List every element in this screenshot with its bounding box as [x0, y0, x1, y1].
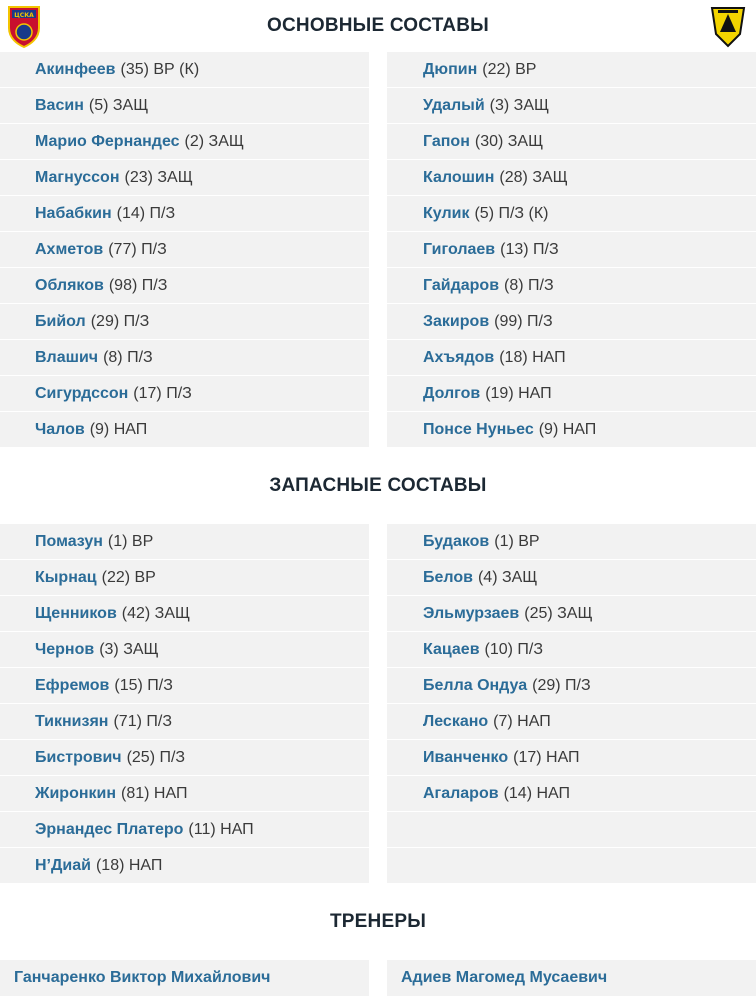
player-meta: (8) П/З [103, 348, 153, 366]
player-name[interactable]: Щенников [35, 604, 117, 622]
player-name[interactable]: Магнуссон [35, 168, 120, 186]
player-name[interactable]: Агаларов [423, 784, 499, 802]
player-row[interactable] [387, 524, 756, 560]
player-row[interactable] [0, 160, 369, 196]
player-meta: (42) ЗАЩ [121, 604, 191, 622]
player-name[interactable]: Удалый [423, 96, 485, 114]
player-meta: (13) П/З [500, 240, 559, 258]
player-meta: (19) НАП [485, 384, 552, 402]
player-meta: (11) НАП [188, 820, 254, 838]
player-meta: (2) ЗАЩ [184, 132, 244, 150]
player-name[interactable]: Жиронкин [35, 784, 117, 802]
away-subs-list [387, 524, 756, 884]
coaches-header [0, 884, 756, 960]
player-meta: (14) НАП [503, 784, 571, 802]
player-meta: (28) ЗАЩ [499, 168, 568, 186]
player-meta: (18) НАП [95, 856, 163, 874]
player-name[interactable]: Иванченко [423, 748, 509, 766]
player-name[interactable]: Белла Ондуа [423, 676, 528, 694]
player-meta: (14) П/З [116, 204, 176, 222]
player-name[interactable]: Кулик [423, 204, 470, 222]
player-name[interactable]: Влашич [35, 348, 99, 366]
player-meta: (17) НАП [513, 748, 580, 766]
player-meta: (3) ЗАЩ [489, 96, 550, 114]
player-name[interactable]: Обляков [35, 276, 104, 294]
player-row[interactable] [0, 304, 369, 340]
player-name[interactable]: Гиголаев [423, 240, 496, 258]
player-meta: (5) П/З (К) [474, 204, 549, 222]
player-row[interactable] [387, 88, 756, 124]
player-row[interactable] [387, 376, 756, 412]
player-name[interactable]: Белов [423, 568, 473, 586]
player-row[interactable] [387, 196, 756, 232]
player-meta: (9) НАП [89, 420, 148, 438]
player-name[interactable]: Акинфеев [35, 60, 116, 78]
player-row[interactable] [387, 412, 756, 448]
player-name[interactable]: Долгов [423, 384, 481, 402]
player-name[interactable]: Чернов [35, 640, 95, 658]
coach-name[interactable]: Ганчаренко Виктор Михайлович [14, 969, 271, 986]
player-row[interactable] [0, 560, 369, 596]
player-meta: (29) П/З [532, 676, 591, 694]
player-row[interactable] [0, 812, 369, 848]
player-row[interactable] [0, 668, 369, 704]
cska-logo-icon [6, 4, 42, 48]
player-name[interactable]: Дюпин [423, 60, 478, 78]
player-name[interactable]: Кырнац [35, 568, 97, 586]
section-title-coaches: ТРЕНЕРЫ [329, 911, 427, 932]
player-meta: (5) ЗАЩ [88, 96, 149, 114]
away-coach[interactable] [387, 960, 756, 996]
player-name[interactable]: Понсе Нуньес [423, 420, 534, 438]
cska-logo-text: ЦСКА [14, 12, 34, 19]
player-name[interactable]: Бистрович [35, 748, 122, 766]
player-row[interactable] [387, 560, 756, 596]
player-name[interactable]: Калошин [423, 168, 495, 186]
player-row[interactable] [0, 124, 369, 160]
player-meta: (8) П/З [504, 276, 554, 294]
player-name[interactable]: Закиров [423, 312, 490, 330]
player-row[interactable] [0, 88, 369, 124]
player-meta: (35) ВР (К) [120, 60, 200, 78]
player-meta: (17) П/З [133, 384, 192, 402]
player-row[interactable] [387, 52, 756, 88]
player-name[interactable]: Ефремов [35, 676, 110, 694]
player-row[interactable] [0, 196, 369, 232]
player-meta: (71) П/З [113, 712, 172, 730]
player-row[interactable] [0, 848, 369, 884]
player-name[interactable]: Васин [35, 96, 84, 114]
player-meta: (1) ВР [494, 532, 540, 550]
player-name[interactable]: Эльмурзаев [423, 604, 520, 622]
player-name[interactable]: Тикнизян [35, 712, 109, 730]
player-row[interactable] [387, 704, 756, 740]
player-name[interactable]: Бийол [35, 312, 86, 330]
home-coach[interactable] [0, 960, 369, 996]
player-row[interactable] [0, 740, 369, 776]
player-name[interactable]: Сигурдссон [35, 384, 129, 402]
player-name[interactable]: Н’Диай [35, 856, 91, 874]
section-title-starting: ОСНОВНЫЕ СОСТАВЫ [267, 15, 489, 36]
player-row[interactable] [0, 52, 369, 88]
player-meta: (22) ВР [482, 60, 537, 78]
player-meta: (98) П/З [108, 276, 168, 294]
substitutes-header [0, 448, 756, 524]
player-row[interactable] [387, 632, 756, 668]
coach-name[interactable]: Адиев Магомед Мусаевич [401, 969, 608, 986]
coaches-row [0, 960, 756, 996]
player-meta: (4) ЗАЩ [477, 568, 538, 586]
player-meta: (9) НАП [538, 420, 597, 438]
player-name[interactable]: Ахметов [35, 240, 104, 258]
player-row[interactable] [0, 524, 369, 560]
player-row[interactable] [0, 632, 369, 668]
player-name[interactable]: Лескано [423, 712, 489, 730]
player-row[interactable] [0, 340, 369, 376]
empty-row [387, 848, 756, 884]
anzhi-logo-icon [710, 4, 746, 48]
player-row[interactable] [387, 668, 756, 704]
section-title-subs: ЗАПАСНЫЕ СОСТАВЫ [269, 475, 487, 496]
starting-lineups-header [0, 0, 756, 52]
player-name[interactable]: Марио Фернандес [35, 132, 180, 150]
player-meta: (10) П/З [484, 640, 544, 658]
player-row[interactable] [0, 412, 369, 448]
player-name[interactable]: Ахъядов [423, 348, 495, 366]
player-meta: (1) ВР [107, 532, 154, 550]
player-row[interactable] [387, 124, 756, 160]
substitute-lineups [0, 524, 756, 884]
away-starting-list [387, 52, 756, 448]
player-meta: (30) ЗАЩ [474, 132, 544, 150]
player-row[interactable] [387, 776, 756, 812]
player-name[interactable]: Эрнандес Платеро [35, 820, 184, 838]
player-row[interactable] [0, 268, 369, 304]
player-meta: (7) НАП [493, 712, 551, 730]
player-row[interactable] [387, 160, 756, 196]
player-row[interactable] [387, 740, 756, 776]
player-meta: (25) ЗАЩ [524, 604, 593, 622]
player-name[interactable]: Будаков [423, 532, 490, 550]
player-meta: (99) П/З [494, 312, 553, 330]
player-row[interactable] [387, 268, 756, 304]
player-name[interactable]: Гапон [423, 132, 470, 150]
player-name[interactable]: Набабкин [35, 204, 112, 222]
player-row[interactable] [387, 596, 756, 632]
empty-row [387, 812, 756, 848]
player-meta: (3) ЗАЩ [99, 640, 159, 658]
player-name[interactable]: Помазун [35, 532, 103, 550]
starting-lineups [0, 52, 756, 448]
player-row[interactable] [387, 340, 756, 376]
player-row[interactable] [0, 232, 369, 268]
player-name[interactable]: Кацаев [423, 640, 480, 658]
player-meta: (23) ЗАЩ [124, 168, 193, 186]
player-meta: (25) П/З [126, 748, 186, 766]
home-subs-list [0, 524, 369, 884]
player-row[interactable] [0, 776, 369, 812]
player-meta: (77) П/З [108, 240, 167, 258]
player-meta: (29) П/З [90, 312, 150, 330]
player-meta: (15) П/З [114, 676, 173, 694]
player-meta: (18) НАП [499, 348, 566, 366]
player-meta: (81) НАП [121, 784, 188, 802]
player-meta: (22) ВР [101, 568, 156, 586]
player-row[interactable] [0, 596, 369, 632]
player-name[interactable]: Чалов [35, 420, 85, 438]
player-name[interactable]: Гайдаров [423, 276, 500, 294]
player-row[interactable] [0, 704, 369, 740]
player-row[interactable] [0, 376, 369, 412]
home-starting-list [0, 52, 369, 448]
player-row[interactable] [387, 232, 756, 268]
player-row[interactable] [387, 304, 756, 340]
